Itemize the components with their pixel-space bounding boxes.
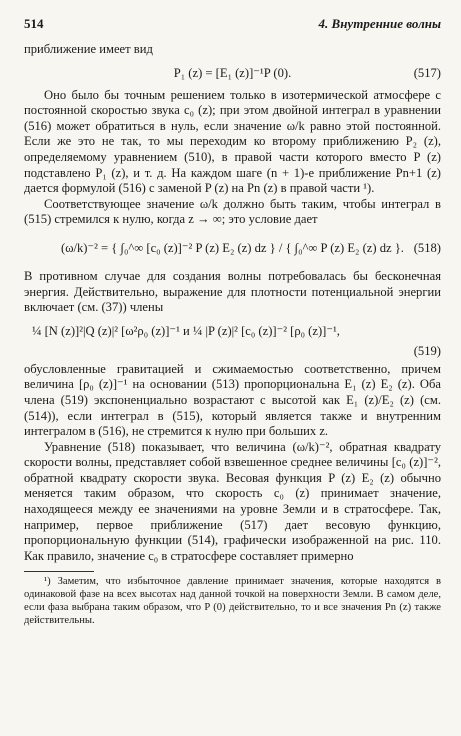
paragraph-approximations: Оно было бы точным решением только в изотермической атмосфере с постоянной скоростью звука c₀ (z); при этом двойной интеграл в уравнении (516) может обратиться в нуль, если значение ω/k равно этой постоянной. Если же это не так, то мы переходим ко второму приближению P₂ (z), определяемому уравнением (510), в правой части которого вместо P (z) подставлено P₁ (z), и т. д. На каждом шаге (n + 1)-е приближение Pn+1 (z) дается формулой (516) с заменой P (z) на Pn (z) в правой части ¹). bbox=[24, 87, 441, 196]
page-number: 514 bbox=[24, 16, 44, 31]
section-title: 4. Внутренние волны bbox=[318, 16, 441, 31]
equation-519-body: ¼ [N (z)]²|Q (z)|² [ω²ρ₀ (z)]⁻¹ и ¼ |P (z)|² [c₀ (z)]⁻² [ρ₀ (z)]⁻¹, bbox=[32, 323, 340, 338]
equation-517-number: (517) bbox=[413, 65, 441, 80]
equation-517 bbox=[24, 65, 441, 81]
paragraph-energy: В противном случае для создания волны потребовалась бы бесконечная энергия. Действительно, выражение для плотности потенциальной энергии включает (см. (37)) члены bbox=[24, 268, 441, 315]
footnote: ¹) Заметим, что избыточное давление принимает значения, которые находятся в одинаковой фазе на всех высотах над данной точкой на поверхности Земли. В самом деле, если фаза выбрана таким образом, что P (0) действительно, то и все значения Pn (z) также действительны. bbox=[24, 576, 441, 627]
equation-517-body: P₁ (z) = [E₁ (z)]⁻¹P (0). bbox=[173, 65, 292, 80]
footnote-rule bbox=[24, 571, 94, 572]
equation-519 bbox=[24, 323, 441, 339]
equation-519-number: (519) bbox=[413, 343, 441, 358]
intro-line: приближение имеет вид bbox=[24, 42, 153, 56]
equation-518-body: (ω/k)⁻² = { ∫₀^∞ [c₀ (z)]⁻² P (z) E₂ (z) dz } / { ∫₀^∞ P (z) E₂ (z) dz }. bbox=[61, 240, 404, 255]
paragraph-growth: обусловленные гравитацией и сжимаемостью соответственно, причем величина [ρ₀ (z)]⁻¹ на основании (513) пропорциональна E₁ (z) E₂ (z). Оба члена (519) экспоненциально возрастают с высотой как E₁ (z)/E₂ (z) (см. (514)), если интеграл в (515), который является также и внутренним интегралом в (516), не стремится к нулю при больших z. bbox=[24, 361, 441, 439]
equation-518-number: (518) bbox=[413, 240, 441, 255]
paragraph-condition: Соответствующее значение ω/k должно быть таким, чтобы интеграл в (515) стремился к нулю, когда z → ∞; это условие дает bbox=[24, 196, 441, 227]
page-header bbox=[24, 16, 441, 32]
equation-518 bbox=[24, 237, 441, 259]
paragraph-weighted-mean: Уравнение (518) показывает, что величина (ω/k)⁻², обратная квадрату скорости волны, представляет собой взвешенное среднее величины [c₀ (z)]⁻², обратной квадрату скорости звука. Весовая функция P (z) E₂ (z) обычно меняется таким образом, что скорость c₀ (z) принимает значение, находящееся между ее значениями на уровне Земли и в стратосфере. Так, например, первое приближение (517) дает весовую функцию, пропорциональную функции (514), графически изображенной на рис. 110. Как правило, значение c₀ в стратосфере составляет примерно bbox=[24, 439, 441, 563]
